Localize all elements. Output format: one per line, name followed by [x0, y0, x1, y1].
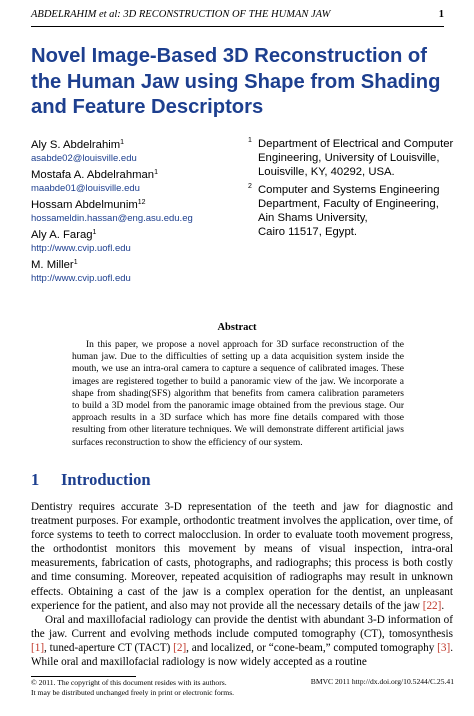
page-number: 1	[438, 9, 444, 20]
affiliation-line: Department of Electrical and Computer	[258, 138, 454, 150]
affiliation-line: Computer and Systems Engineering	[258, 184, 440, 196]
author-block	[31, 196, 251, 225]
running-header	[31, 9, 444, 20]
author-url[interactable]: http://www.cvip.uofl.edu	[31, 273, 131, 284]
affiliation-line: Engineering, University of Louisville,	[258, 152, 440, 164]
author-block	[31, 166, 251, 195]
affiliation-list	[248, 137, 458, 243]
citation-link[interactable]: [3]	[437, 641, 451, 654]
affiliation-line: Ain Shams University,	[258, 212, 368, 224]
author-block	[31, 136, 251, 165]
author-block	[31, 256, 251, 285]
section-heading	[31, 470, 151, 490]
author-name: Aly A. Farag$^1$	[31, 229, 97, 241]
author-list	[31, 136, 251, 286]
author-email[interactable]: hossameldin.hassan@eng.asu.edu.eg	[31, 213, 193, 224]
paper-title: Novel Image-Based 3D Reconstruction of the Human Jaw using Shape from Shading and Feature Descriptors	[31, 45, 441, 118]
author-name: Mostafa A. Abdelrahman$^1$	[31, 169, 158, 181]
author-name: Hossam Abdelmunim$^{12}$	[31, 199, 146, 211]
author-name: M. Miller$^1$	[31, 259, 78, 271]
affiliation-mark: 1	[248, 137, 252, 144]
introduction-body	[31, 500, 453, 669]
affiliation-mark: 2	[248, 183, 252, 190]
running-title: ABDELRAHIM et al: 3D RECONSTRUCTION OF THE HUMAN JAW	[31, 9, 331, 20]
affiliation-line: Department, Faculty of Engineering,	[258, 198, 439, 210]
author-url[interactable]: http://www.cvip.uofl.edu	[31, 243, 131, 254]
paragraph: Dentistry requires accurate 3-D representation of the teeth and jaw for diagnostic and treatment purposes. For example, orthodontic treatment involves the application, over time, of force systems to teeth to correct malocclusion. In order to evaluate tooth movement progress, the orthodontist monitors this movement by means of visual inspection, intra-oral measurements, fabrication of casts, photographs, and radiographs; this process is both costly and time consuming. Moreover, repeated acquisition of radiographs may result in unknown effects. Obtaining a cast of the jaw is a complex operation for the dentist, an unpleasant experience for the patient, and also may not provide all the necessary details of the jaw [22].	[31, 501, 453, 612]
section-title: Introduction	[61, 470, 151, 489]
paragraph: Oral and maxillofacial radiology can provide the dentist with abundant 3-D information of the jaw. Current and evolving methods include computed tomography (CT), tomosynthesis [1], tuned-aperture CT (TACT) [2], and localized, or “cone-beam,” computed tomography [3]. While oral and maxillofacial radiology is now widely accepted as a routine	[31, 613, 454, 669]
abstract-heading: Abstract	[217, 322, 257, 333]
citation-link[interactable]: [2]	[173, 641, 187, 654]
affiliation-line: Cairo 11517, Egypt.	[258, 226, 358, 238]
abstract-text: In this paper, we propose a novel approach for 3D surface reconstruction of the human jaw. Due to the difficulties of setting up a data acquisition system inside the mouth, we use an intra-oral camera to capture a sequence of calibrated images. These images are registered together to build a panoramic view of the jaw. We incorporate a shape from shading(SFS) algorithm that benefits from camera calibration parameters to build a 3D model from the panoramic image obtained from the previous stage. Our approach results in a 3D surface which has more fine details compared with those resulting from other literature techniques. We will demonstrate different artificial jaws surfaces reconstruction to show the efficiency of our system.	[72, 340, 404, 448]
footer-rule	[31, 676, 136, 677]
header-rule	[31, 26, 444, 27]
citation-link[interactable]: [1]	[31, 641, 45, 654]
author-name: Aly S. Abdelrahim$^1$	[31, 139, 125, 151]
conference-doi: BMVC 2011 http://dx.doi.org/10.5244/C.25.41	[310, 677, 454, 686]
affiliation	[248, 137, 458, 179]
copyright-notice: © 2011. The copyright of this document resides with its authors. It may be distributed unchanged freely in print or electronic forms.	[31, 678, 235, 697]
author-email[interactable]: maabde01@louisville.edu	[31, 183, 140, 194]
affiliation-line: Louisville, KY, 40292, USA.	[258, 166, 395, 178]
section-number: 1	[31, 470, 40, 489]
citation-link[interactable]: [22]	[422, 599, 442, 612]
author-email[interactable]: asabde02@louisville.edu	[31, 153, 137, 164]
affiliation	[248, 183, 458, 239]
author-block	[31, 226, 251, 255]
